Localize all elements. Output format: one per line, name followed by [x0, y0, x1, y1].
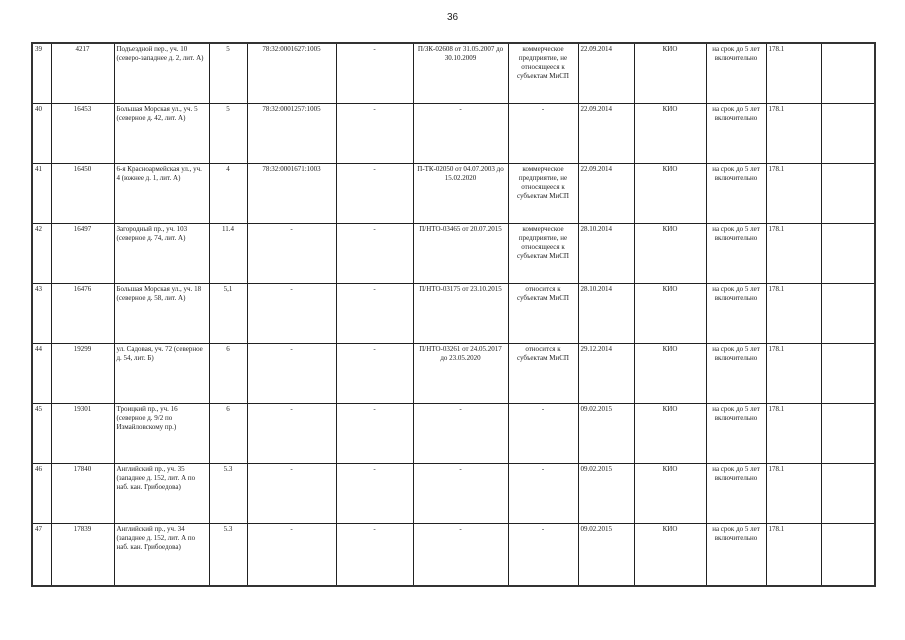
cell-organization: КИО	[634, 43, 706, 104]
cell-area: 6	[209, 404, 247, 464]
cell-date: 09.02.2015	[578, 404, 634, 464]
cell-empty-cell	[821, 43, 875, 104]
cell-organization: КИО	[634, 104, 706, 164]
table-row	[32, 284, 875, 344]
cell-organization: КИО	[634, 164, 706, 224]
cell-plot-id: 16453	[51, 104, 114, 164]
cell-area: 6	[209, 344, 247, 404]
cell-contract: -	[413, 464, 508, 524]
cell-area: 11.4	[209, 224, 247, 284]
cell-code: 178.1	[766, 104, 821, 164]
cell-code: 178.1	[766, 524, 821, 586]
table-row	[32, 104, 875, 164]
cell-area: 5,1	[209, 284, 247, 344]
cell-plot-id: 19299	[51, 344, 114, 404]
cell-term: на срок до 5 лет включительно	[706, 344, 766, 404]
cell-cadastral-number: -	[247, 464, 336, 524]
cell-term: на срок до 5 лет включительно	[706, 104, 766, 164]
cell-status: -	[508, 464, 578, 524]
cell-row-number: 46	[32, 464, 51, 524]
cell-row-number: 43	[32, 284, 51, 344]
cell-contract: П/НТО-03175 от 23.10.2015	[413, 284, 508, 344]
cell-address: 6-я Красноармейская ул., уч. 4 (южнее д. 1, лит. А)	[114, 164, 209, 224]
cell-term: на срок до 5 лет включительно	[706, 224, 766, 284]
cell-cadastral-number: -	[247, 344, 336, 404]
cell-address: Большая Морская ул., уч. 18 (северное д. 58, лит. А)	[114, 284, 209, 344]
cell-column-6: -	[336, 524, 413, 586]
cell-column-6: -	[336, 224, 413, 284]
cell-empty-cell	[821, 524, 875, 586]
cell-status: коммерческое предприятие, не относящееся к субъектам МиСП	[508, 224, 578, 284]
cell-date: 28.10.2014	[578, 284, 634, 344]
cell-plot-id: 16476	[51, 284, 114, 344]
cell-organization: КИО	[634, 404, 706, 464]
cell-status: коммерческое предприятие, не относящееся к субъектам МиСП	[508, 164, 578, 224]
table-row	[32, 164, 875, 224]
table-row	[32, 524, 875, 586]
cell-column-6: -	[336, 344, 413, 404]
cell-date: 22.09.2014	[578, 104, 634, 164]
cell-status: -	[508, 404, 578, 464]
cell-address: Большая Морская ул., уч. 5 (северное д. 42, лит. А)	[114, 104, 209, 164]
table-row	[32, 224, 875, 284]
table-body	[32, 43, 875, 586]
cell-organization: КИО	[634, 464, 706, 524]
cell-term: на срок до 5 лет включительно	[706, 464, 766, 524]
cell-contract: -	[413, 104, 508, 164]
cell-address: Загородный пр., уч. 103 (северное д. 74, лит. А)	[114, 224, 209, 284]
cell-column-6: -	[336, 43, 413, 104]
cell-status: -	[508, 104, 578, 164]
cell-cadastral-number: 78:32:0001627:1005	[247, 43, 336, 104]
cell-area: 4	[209, 164, 247, 224]
cell-address: Троицкий пр., уч. 16 (северное д. 9/2 по Измайловскому пр.)	[114, 404, 209, 464]
cell-term: на срок до 5 лет включительно	[706, 164, 766, 224]
page-number: 36	[446, 12, 459, 23]
cell-date: 09.02.2015	[578, 464, 634, 524]
cell-empty-cell	[821, 164, 875, 224]
cell-term: на срок до 5 лет включительно	[706, 404, 766, 464]
cell-code: 178.1	[766, 164, 821, 224]
cell-code: 178.1	[766, 284, 821, 344]
cell-column-6: -	[336, 104, 413, 164]
cell-empty-cell	[821, 344, 875, 404]
cell-empty-cell	[821, 464, 875, 524]
table-row	[32, 404, 875, 464]
cell-row-number: 40	[32, 104, 51, 164]
cell-cadastral-number: -	[247, 284, 336, 344]
cell-row-number: 47	[32, 524, 51, 586]
cell-area: 5.3	[209, 524, 247, 586]
cell-status: коммерческое предприятие, не относящееся к субъектам МиСП	[508, 43, 578, 104]
cell-row-number: 39	[32, 43, 51, 104]
cell-empty-cell	[821, 104, 875, 164]
cell-organization: КИО	[634, 284, 706, 344]
cell-contract: П-ТК-02050 от 04.07.2003 до 15.02.2020	[413, 164, 508, 224]
cell-plot-id: 17839	[51, 524, 114, 586]
cell-column-6: -	[336, 404, 413, 464]
cell-address: Подъездной пер., уч. 10 (северо-западнее д. 2, лит. А)	[114, 43, 209, 104]
cell-status: относится к субъектам МиСП	[508, 284, 578, 344]
table-row	[32, 464, 875, 524]
cell-plot-id: 4217	[51, 43, 114, 104]
cell-empty-cell	[821, 284, 875, 344]
cell-column-6: -	[336, 164, 413, 224]
cell-code: 178.1	[766, 43, 821, 104]
cell-contract: П/НТО-03465 от 20.07.2015	[413, 224, 508, 284]
cell-date: 29.12.2014	[578, 344, 634, 404]
cell-row-number: 45	[32, 404, 51, 464]
cell-term: на срок до 5 лет включительно	[706, 43, 766, 104]
cell-column-6: -	[336, 284, 413, 344]
cell-area: 5.3	[209, 464, 247, 524]
cell-area: 5	[209, 104, 247, 164]
cell-code: 178.1	[766, 464, 821, 524]
cell-date: 28.10.2014	[578, 224, 634, 284]
cell-contract: П/НТО-03261 от 24.05.2017 до 23.05.2020	[413, 344, 508, 404]
cell-contract: -	[413, 524, 508, 586]
cell-plot-id: 16497	[51, 224, 114, 284]
cell-date: 09.02.2015	[578, 524, 634, 586]
cell-date: 22.09.2014	[578, 164, 634, 224]
cell-code: 178.1	[766, 224, 821, 284]
land-plots-table	[31, 42, 876, 587]
cell-plot-id: 17840	[51, 464, 114, 524]
cell-cadastral-number: -	[247, 524, 336, 586]
cell-plot-id: 16450	[51, 164, 114, 224]
cell-address: Английский пр., уч. 35 (западнее д. 152, лит. А по наб. кан. Грибоедова)	[114, 464, 209, 524]
cell-address: Английский пр., уч. 34 (западнее д. 152, лит. А по наб. кан. Грибоедова)	[114, 524, 209, 586]
cell-column-6: -	[336, 464, 413, 524]
cell-status: -	[508, 524, 578, 586]
cell-organization: КИО	[634, 524, 706, 586]
cell-cadastral-number: -	[247, 224, 336, 284]
cell-code: 178.1	[766, 344, 821, 404]
cell-address: ул. Садовая, уч. 72 (северное д. 54, лит. Б)	[114, 344, 209, 404]
cell-term: на срок до 5 лет включительно	[706, 524, 766, 586]
cell-organization: КИО	[634, 344, 706, 404]
cell-area: 5	[209, 43, 247, 104]
cell-empty-cell	[821, 224, 875, 284]
cell-row-number: 44	[32, 344, 51, 404]
cell-cadastral-number: 78:32:0001257:1005	[247, 104, 336, 164]
cell-cadastral-number: 78:32:0001671:1003	[247, 164, 336, 224]
cell-organization: КИО	[634, 224, 706, 284]
cell-plot-id: 19301	[51, 404, 114, 464]
cell-date: 22.09.2014	[578, 43, 634, 104]
cell-code: 178.1	[766, 404, 821, 464]
cell-row-number: 42	[32, 224, 51, 284]
cell-term: на срок до 5 лет включительно	[706, 284, 766, 344]
cell-status: относится к субъектам МиСП	[508, 344, 578, 404]
cell-empty-cell	[821, 404, 875, 464]
cell-cadastral-number: -	[247, 404, 336, 464]
cell-row-number: 41	[32, 164, 51, 224]
cell-contract: -	[413, 404, 508, 464]
table-row	[32, 344, 875, 404]
table-row	[32, 43, 875, 104]
cell-contract: П/ЗК-02608 от 31.05.2007 до 30.10.2009	[413, 43, 508, 104]
